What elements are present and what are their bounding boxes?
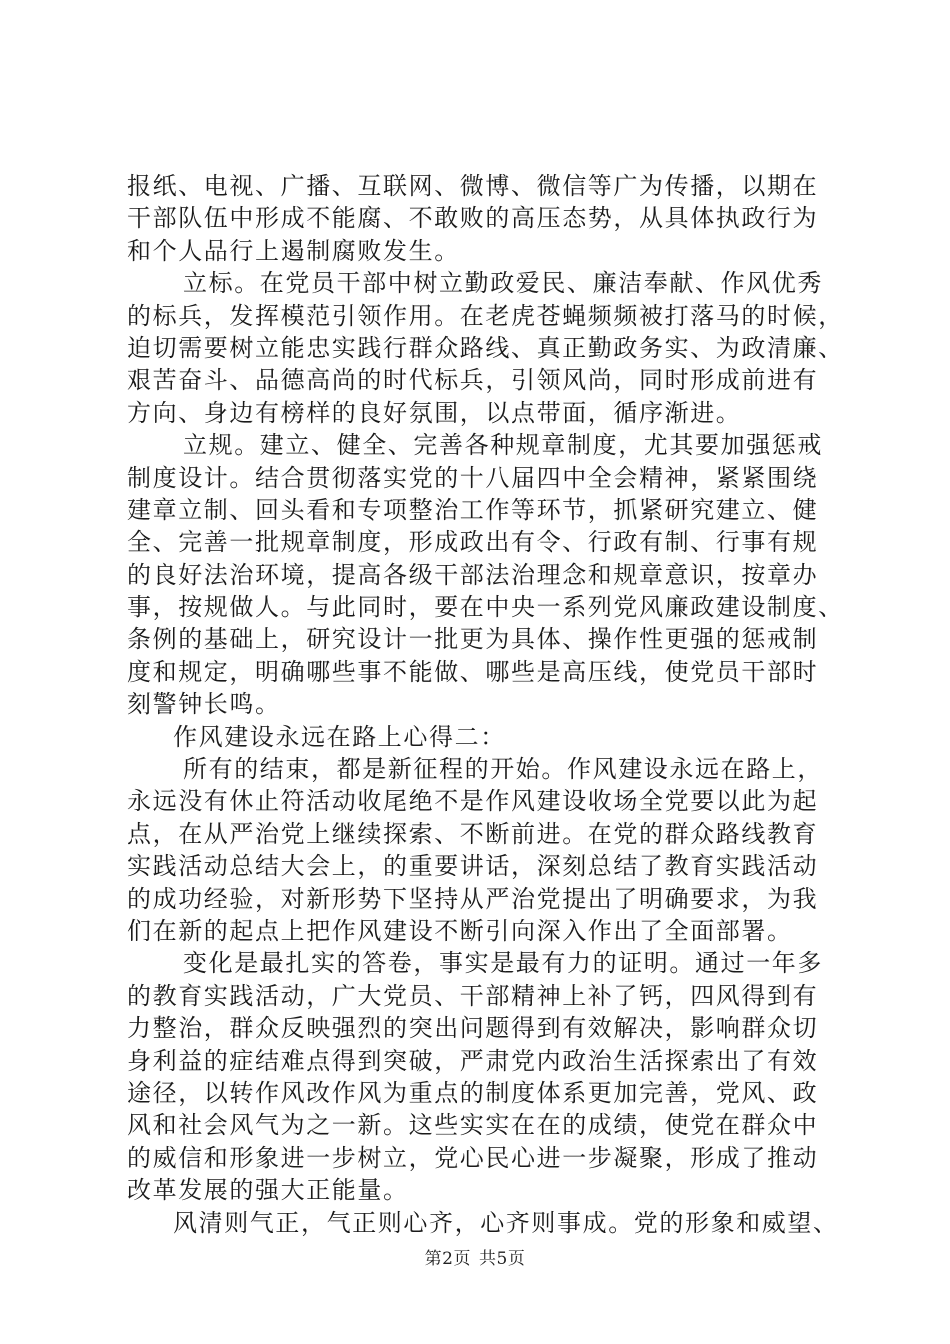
text-line: 度和规定，明确哪些事不能做、哪些是高压线，使党员干部时	[127, 657, 819, 686]
text-line: 刻警钟长鸣。	[127, 690, 281, 719]
text-line: 迫切需要树立能忠实践行群众路线、真正勤政务实、为政清廉、	[127, 333, 844, 362]
text-line: 身利益的症结难点得到突破，严肃党内政治生活探索出了有效	[127, 1046, 819, 1075]
document-body	[127, 170, 847, 1239]
text-line: 的威信和形象进一步树立，党心民心进一步凝聚，形成了推动	[127, 1143, 819, 1172]
text-line: 干部队伍中形成不能腐、不敢败的高压态势，从具体执政行为	[127, 204, 819, 233]
text-line: 制度设计。结合贯彻落实党的十八届四中全会精神，紧紧围绕	[127, 463, 819, 492]
text-line: 方向、身边有榜样的良好氛围，以点带面，循序渐进。	[127, 398, 742, 427]
text-line: 永远没有休止符活动收尾绝不是作风建设收场全党要以此为起	[127, 787, 819, 816]
page-total: 共5页	[479, 1249, 526, 1269]
page-number: 第2页	[424, 1249, 471, 1269]
paragraph-start-line: 风清则气正，气正则心齐，心齐则事成。党的形象和威望、	[173, 1208, 839, 1237]
text-line: 事，按规做人。与此同时，要在中央一系列党风廉政建设制度、	[127, 593, 844, 622]
text-line: 的良好法治环境，提高各级干部法治理念和规章意识，按章办	[127, 560, 819, 589]
text-line: 全、完善一批规章制度，形成政出有令、行政有制、行事有规	[127, 528, 819, 557]
section-heading: 作风建设永远在路上心得二：	[173, 722, 506, 751]
text-line: 力整治，群众反映强烈的突出问题得到有效解决，影响群众切	[127, 1014, 819, 1043]
text-line: 条例的基础上，研究设计一批更为具体、操作性更强的惩戒制	[127, 625, 819, 654]
text-line: 点，在从严治党上继续探索、不断前进。在党的群众路线教育	[127, 819, 819, 848]
text-line: 实践活动总结大会上，的重要讲话，深刻总结了教育实践活动	[127, 852, 819, 881]
text-line: 的教育实践活动，广大党员、干部精神上补了钙，四风得到有	[127, 981, 819, 1010]
text-line: 风和社会风气为之一新。这些实实在在的成绩，使党在群众中	[127, 1111, 819, 1140]
paragraph-start-line: 立规。建立、健全、完善各种规章制度，尤其要加强惩戒	[183, 431, 823, 460]
text-line: 报纸、电视、广播、互联网、微博、微信等广为传播，以期在	[127, 172, 819, 200]
text-line: 和个人品行上遏制腐败发生。	[127, 236, 460, 265]
text-line: 的标兵，发挥模范引领作用。在老虎苍蝇频频被打落马的时候，	[127, 301, 844, 330]
text-line: 艰苦奋斗、品德高尚的时代标兵，引领风尚，同时形成前进有	[127, 366, 819, 395]
text-line: 改革发展的强大正能量。	[127, 1176, 409, 1205]
text-line: 途径，以转作风改作风为重点的制度体系更加完善，党风、政	[127, 1078, 819, 1107]
paragraph-start-line: 所有的结束，都是新征程的开始。作风建设永远在路上，	[183, 755, 823, 784]
text-line: 建章立制、回头看和专项整治工作等环节，抓紧研究建立、健	[127, 495, 819, 524]
paragraph-start-line: 立标。在党员干部中树立勤政爱民、廉洁奉献、作风优秀	[183, 269, 823, 298]
text-line: 们在新的起点上把作风建设不断引向深入作出了全面部署。	[127, 916, 793, 945]
page-footer	[0, 1244, 950, 1269]
text-line: 的成功经验，对新形势下坚持从严治党提出了明确要求，为我	[127, 884, 819, 913]
paragraph-start-line: 变化是最扎实的答卷，事实是最有力的证明。通过一年多	[183, 949, 823, 978]
